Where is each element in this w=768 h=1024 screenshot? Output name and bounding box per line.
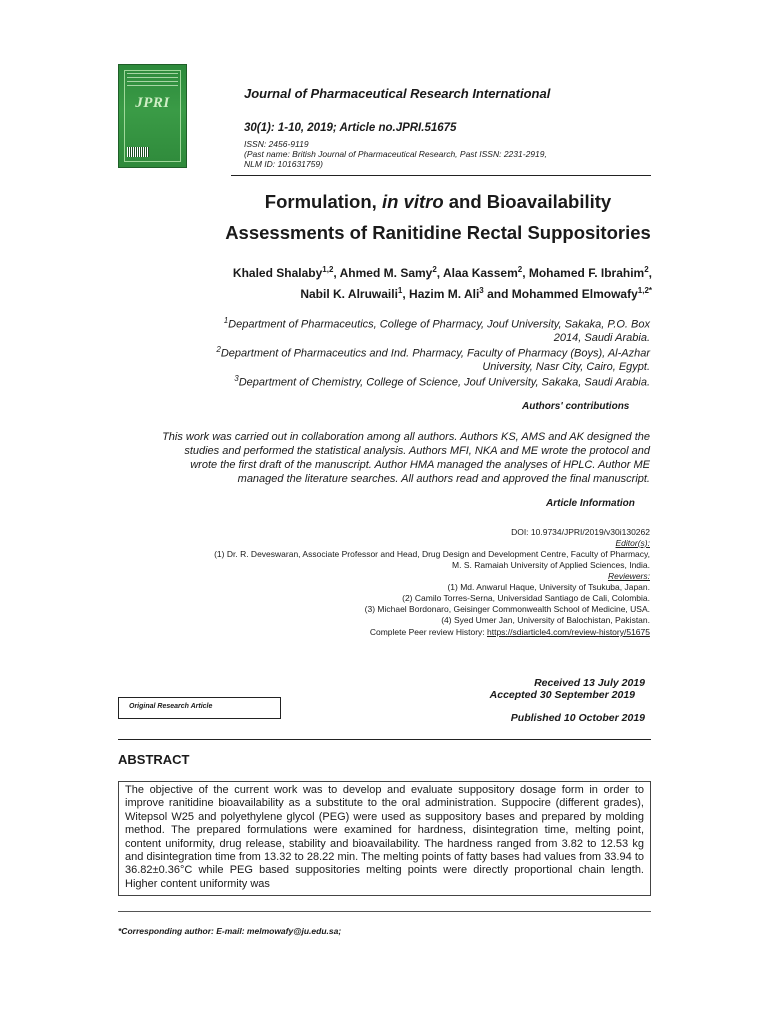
reviewers-heading: Reviewers:: [607, 571, 650, 581]
contributions-line: wrote the first draft of the manuscript. Author HMA managed the analyses of HPLC. Author ME: [190, 459, 650, 471]
affiliation-text: Department of Pharmaceutics and Ind. Pharmacy, Faculty of Pharmacy (Boys), Al-Azhar: [220, 347, 650, 360]
contributions-heading: Authors' contributions: [522, 401, 630, 412]
author-separator: ,: [648, 266, 652, 280]
editor-line: M. S. Ramaiah University of Applied Sciences, India.: [452, 560, 650, 570]
author-list-line-1: [118, 265, 652, 280]
affiliation-3: [160, 372, 650, 390]
author-affiliation-mark: 1,2: [322, 265, 334, 274]
abstract-heading: ABSTRACT: [118, 752, 190, 767]
reviewer-item: (4) Syed Umer Jan, University of Balochistan, Pakistan.: [441, 615, 650, 625]
paper-title-line-1: [118, 191, 758, 213]
author-affiliation-mark: 2: [644, 265, 649, 274]
peer-review-label: Complete Peer review History:: [369, 627, 487, 637]
author-affiliation-mark: 1,2*: [637, 286, 652, 295]
title-text-a: Formulation,: [264, 191, 382, 212]
author-name: Khaled Shalaby: [232, 266, 323, 280]
doi-text: DOI: 10.9734/JPRI/2019/v30i130262: [511, 527, 650, 537]
reviewer-item: (3) Michael Bordonaro, Geisinger Commonwealth School of Medicine, USA.: [364, 604, 650, 614]
reviewer-item: (1) Md. Anwarul Haque, University of Tsukuba, Japan.: [447, 582, 650, 592]
header-divider: [231, 175, 651, 176]
cover-logo: JPRI: [135, 95, 170, 111]
affiliation-mark: 1: [223, 316, 229, 325]
contributions-line: This work was carried out in collaboration among all authors. Authors KS, AMS and AK designed the: [162, 431, 650, 443]
journal-nlm-id: NLM ID: 101631759): [244, 159, 323, 169]
title-text-b: and Bioavailability: [443, 191, 612, 212]
affiliation-mark: 2: [216, 345, 221, 354]
affiliation-text: 2014, Saudi Arabia.: [553, 331, 650, 344]
contributions-text: [112, 430, 650, 486]
affiliation-2: [160, 343, 650, 374]
author-affiliation-mark: 2: [432, 265, 437, 274]
affiliation-1: [160, 314, 650, 345]
author-name: Nabil K. Alruwaili: [300, 287, 398, 301]
journal-name: Journal of Pharmaceutical Research International: [244, 86, 551, 101]
date-published: Published 10 October 2019: [510, 712, 645, 724]
title-text-italic: in vitro: [381, 191, 444, 212]
section-divider: [118, 739, 651, 740]
author-name: , Ahmed M. Samy: [333, 266, 433, 280]
date-accepted: Accepted 30 September 2019: [489, 689, 635, 701]
journal-citation: 30(1): 1-10, 2019; Article no.JPRI.51675: [244, 122, 457, 134]
author-list-line-2: [118, 286, 652, 301]
editors-heading: Editor(s):: [615, 538, 650, 548]
journal-past-name: (Past name: British Journal of Pharmaceutical Research, Past ISSN: 2231-2919,: [244, 149, 547, 159]
abstract-body: The objective of the current work was to develop and evaluate suppository dosage form in order to improve ranitidine bioavailability as a substitute to the oral administration. Suppocire (different grades), Witepsol W25 and polyethylene glycol (PEG) were used as suppository bases and prepared by molding method. The prepared formulations were examined for hardness, disintegration time, melting point, content uniformity, drug release, stability and bioavailability. The hardness ranged from 3.82 to 12.53 kg and disintegration time from 13.32 to 28.22 min. The melting points of fatty bases had values from 33.94 to 36.82±0.36°C while PEG based suppositories melting points were directly proportional chain length. Higher content uniformity was: [118, 781, 651, 896]
author-affiliation-mark: 1: [397, 286, 403, 295]
journal-cover-image: [118, 64, 187, 168]
paper-title-line-2: Assessments of Ranitidine Rectal Suppositories: [225, 222, 651, 243]
corresponding-author-footnote: *Corresponding author: E-mail: melmowafy@ju.edu.sa;: [118, 926, 342, 936]
author-name: , Mohamed F. Ibrahim: [522, 266, 645, 280]
cover-barcode: [127, 147, 149, 157]
contributions-line: managed the literature searches. All authors read and approved the final manuscript.: [237, 473, 650, 485]
article-type-label: Original Research Article: [129, 703, 213, 710]
author-affiliation-mark: 3: [479, 286, 484, 295]
author-name: , Alaa Kassem: [436, 266, 518, 280]
affiliation-mark: 3: [234, 374, 239, 383]
author-affiliation-mark: 2: [517, 265, 523, 274]
affiliation-text: Department of Chemistry, College of Science, Jouf University, Sakaka, Saudi Arabia.: [238, 376, 650, 389]
reviewer-item: (2) Camilo Torres-Serna, Universidad Santiago de Cali, Colombia.: [402, 593, 650, 603]
affiliation-text: University, Nasr City, Cairo, Egypt.: [482, 360, 650, 373]
article-info-heading: Article Information: [546, 498, 635, 509]
contributions-line: studies and performed the statistical analysis. Authors MFI, NKA and ME wrote the protocol and: [184, 445, 650, 457]
editor-line: (1) Dr. R. Deveswaran, Associate Professor and Head, Drug Design and Development Centre, Faculty of Pharmacy,: [214, 549, 650, 559]
affiliation-text: Department of Pharmaceutics, College of Pharmacy, Jouf University, Sakaka, P.O. Box: [228, 318, 650, 331]
author-name: and Mohammed Elmowafy: [483, 287, 638, 301]
peer-review-link[interactable]: https://sdiarticle4.com/review-history/51675: [487, 627, 650, 637]
date-received: Received 13 July 2019: [534, 677, 645, 689]
footnote-divider: [118, 911, 651, 912]
article-type-box: [118, 697, 281, 719]
author-name: , Hazim M. Ali: [402, 287, 480, 301]
peer-review-history: [150, 627, 650, 638]
journal-issn: ISSN: 2456-9119: [244, 139, 309, 149]
